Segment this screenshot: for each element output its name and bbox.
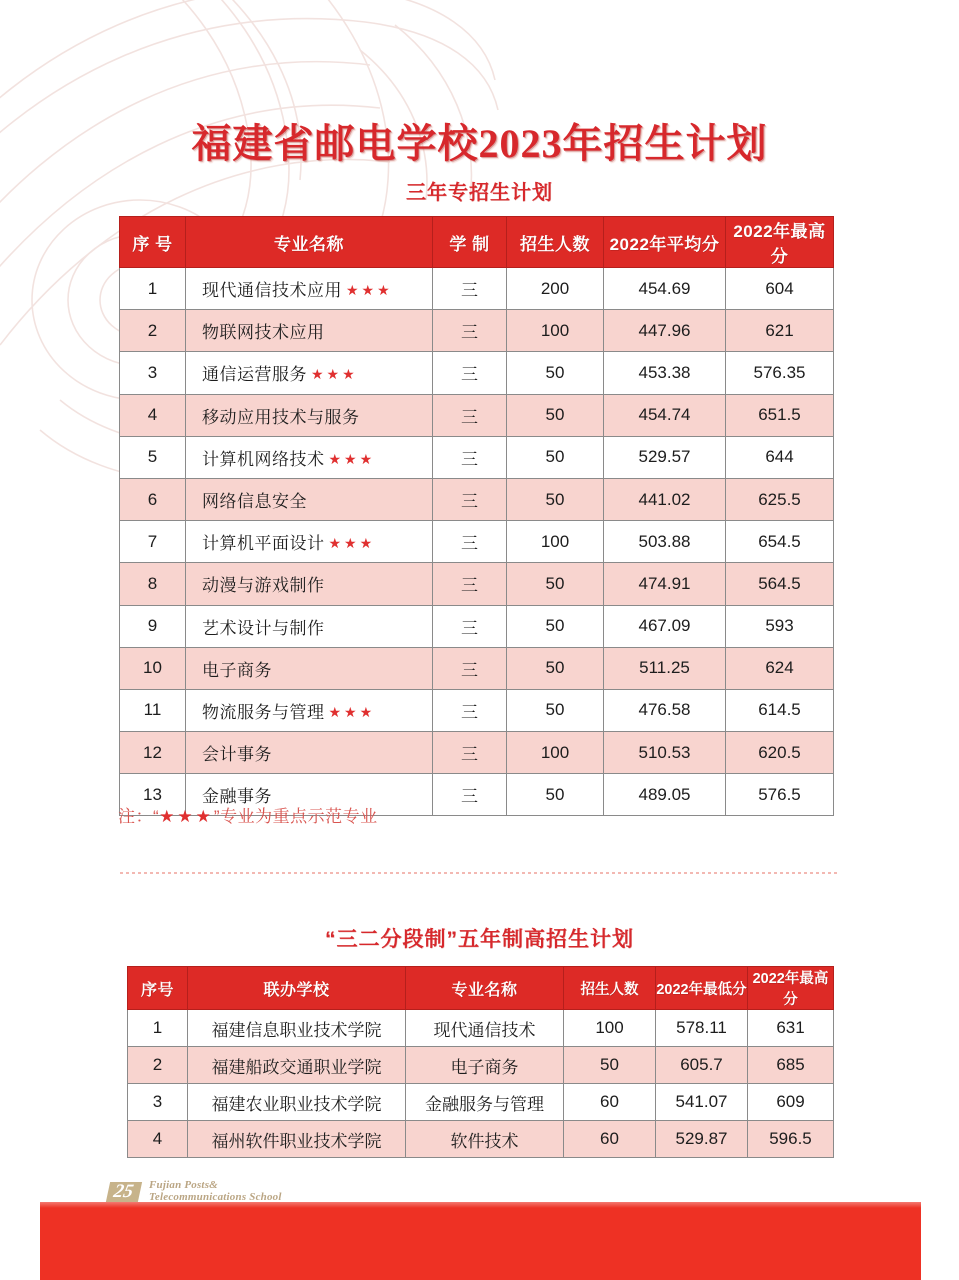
cell-school: 福建船政交通职业学院 xyxy=(188,1047,406,1084)
cell-no: 11 xyxy=(120,689,186,731)
section-divider xyxy=(120,872,838,874)
col-header-major: 专业名称 xyxy=(406,967,564,1010)
col-header-no: 序 号 xyxy=(120,217,186,268)
cell-avg: 510.53 xyxy=(604,732,726,774)
cell-quota: 50 xyxy=(507,352,604,394)
cell-avg: 489.05 xyxy=(604,774,726,816)
col-header-min: 2022年最低分 xyxy=(656,967,748,1010)
cell-major xyxy=(186,352,433,394)
cell-no: 3 xyxy=(128,1084,188,1121)
cell-major xyxy=(186,521,433,563)
table-row xyxy=(120,436,834,478)
cell-avg: 467.09 xyxy=(604,605,726,647)
cell-max: 625.5 xyxy=(726,478,834,520)
cell-max: 596.5 xyxy=(748,1121,834,1158)
bottom-red-bar-highlight xyxy=(40,1202,921,1208)
page-number: 25 xyxy=(106,1182,142,1202)
cell-years: 三 xyxy=(433,605,507,647)
cell-no: 10 xyxy=(120,647,186,689)
cell-major xyxy=(186,436,433,478)
table-row xyxy=(120,394,834,436)
table-row xyxy=(128,1121,834,1158)
cell-years: 三 xyxy=(433,521,507,563)
cell-major xyxy=(186,689,433,731)
table-row xyxy=(120,310,834,352)
table-row xyxy=(120,647,834,689)
star-icon: ★★★ xyxy=(346,282,393,299)
cell-quota: 50 xyxy=(507,605,604,647)
table-row xyxy=(128,1084,834,1121)
cell-max: 621 xyxy=(726,310,834,352)
cell-school: 福建信息职业技术学院 xyxy=(188,1010,406,1047)
cell-min: 578.11 xyxy=(656,1010,748,1047)
cell-avg: 529.57 xyxy=(604,436,726,478)
cell-min: 529.87 xyxy=(656,1121,748,1158)
cell-max: 576.5 xyxy=(726,774,834,816)
table-row xyxy=(120,689,834,731)
cell-school: 福建农业职业技术学院 xyxy=(188,1084,406,1121)
col-header-years: 学 制 xyxy=(433,217,507,268)
table-row xyxy=(120,268,834,310)
major-name: 会计事务 xyxy=(202,745,272,765)
table-row xyxy=(120,521,834,563)
cell-quota: 50 xyxy=(507,478,604,520)
major-name: 网络信息安全 xyxy=(202,492,307,512)
cell-no: 4 xyxy=(120,394,186,436)
col-header-quota: 招生人数 xyxy=(507,217,604,268)
major-name: 通信运营服务 xyxy=(202,365,307,385)
cell-years: 三 xyxy=(433,310,507,352)
note-suffix: ”专业为重点示范专业 xyxy=(213,807,378,826)
cell-no: 3 xyxy=(120,352,186,394)
school-name-logo xyxy=(149,1180,282,1203)
table-header-row xyxy=(120,217,834,268)
cell-years: 三 xyxy=(433,436,507,478)
col-header-max: 2022年最高分 xyxy=(726,217,834,268)
cell-major: 现代通信技术 xyxy=(406,1010,564,1047)
cell-major: 软件技术 xyxy=(406,1121,564,1158)
cell-school: 福州软件职业技术学院 xyxy=(188,1121,406,1158)
cell-major: 金融服务与管理 xyxy=(406,1084,564,1121)
cell-no: 4 xyxy=(128,1121,188,1158)
cell-avg: 503.88 xyxy=(604,521,726,563)
cell-max: 576.35 xyxy=(726,352,834,394)
cell-no: 6 xyxy=(120,478,186,520)
cell-avg: 454.74 xyxy=(604,394,726,436)
cell-avg: 474.91 xyxy=(604,563,726,605)
cell-quota: 60 xyxy=(564,1121,656,1158)
five-year-plan-table xyxy=(127,966,834,1158)
cell-quota: 100 xyxy=(564,1010,656,1047)
page-title: 福建省邮电学校2023年招生计划 xyxy=(191,121,768,166)
cell-no: 12 xyxy=(120,732,186,774)
cell-no: 5 xyxy=(120,436,186,478)
col-header-avg: 2022年平均分 xyxy=(604,217,726,268)
cell-min: 605.7 xyxy=(656,1047,748,1084)
major-name: 物流服务与管理 xyxy=(202,702,325,722)
star-icon: ★★★ xyxy=(328,703,376,720)
cell-years: 三 xyxy=(433,774,507,816)
cell-major xyxy=(186,563,433,605)
footnote-key-majors xyxy=(118,802,378,827)
cell-major xyxy=(186,647,433,689)
cell-major xyxy=(186,732,433,774)
note-prefix: 注：“ xyxy=(118,807,160,826)
cell-years: 三 xyxy=(433,268,507,310)
cell-years: 三 xyxy=(433,478,507,520)
cell-max: 685 xyxy=(748,1047,834,1084)
cell-avg: 441.02 xyxy=(604,478,726,520)
cell-no: 8 xyxy=(120,563,186,605)
cell-no: 2 xyxy=(128,1047,188,1084)
cell-major xyxy=(186,605,433,647)
cell-quota: 100 xyxy=(507,521,604,563)
cell-major xyxy=(186,268,433,310)
cell-quota: 200 xyxy=(507,268,604,310)
cell-quota: 50 xyxy=(507,689,604,731)
col-header-quota: 招生人数 xyxy=(564,967,656,1010)
cell-max: 644 xyxy=(726,436,834,478)
star-icon: ★★★ xyxy=(328,535,376,552)
cell-no: 1 xyxy=(128,1010,188,1047)
page-footer xyxy=(108,1180,282,1203)
cell-years: 三 xyxy=(433,394,507,436)
cell-max: 624 xyxy=(726,647,834,689)
cell-years: 三 xyxy=(433,647,507,689)
cell-major xyxy=(186,478,433,520)
cell-max: 620.5 xyxy=(726,732,834,774)
cell-avg: 453.38 xyxy=(604,352,726,394)
major-name: 艺术设计与制作 xyxy=(202,618,325,638)
cell-max: 564.5 xyxy=(726,563,834,605)
cell-quota: 50 xyxy=(507,774,604,816)
col-header-max: 2022年最高分 xyxy=(748,967,834,1010)
cell-max: 614.5 xyxy=(726,689,834,731)
cell-quota: 100 xyxy=(507,732,604,774)
cell-max: 651.5 xyxy=(726,394,834,436)
table-row xyxy=(120,478,834,520)
school-name-line1: Fujian Posts& xyxy=(149,1179,218,1191)
cell-years: 三 xyxy=(433,732,507,774)
star-icon: ★★★ xyxy=(311,366,358,383)
cell-quota: 60 xyxy=(564,1084,656,1121)
major-name: 物联网技术应用 xyxy=(202,323,325,343)
cell-avg: 447.96 xyxy=(604,310,726,352)
cell-max: 654.5 xyxy=(726,521,834,563)
cell-years: 三 xyxy=(433,563,507,605)
col-header-no: 序号 xyxy=(128,967,188,1010)
cell-no: 7 xyxy=(120,521,186,563)
table-header-row xyxy=(128,967,834,1010)
cell-max: 593 xyxy=(726,605,834,647)
table-row xyxy=(120,563,834,605)
table-row xyxy=(128,1047,834,1084)
cell-quota: 50 xyxy=(507,436,604,478)
cell-no: 9 xyxy=(120,605,186,647)
cell-major xyxy=(186,394,433,436)
cell-min: 541.07 xyxy=(656,1084,748,1121)
cell-major: 电子商务 xyxy=(406,1047,564,1084)
cell-max: 631 xyxy=(748,1010,834,1047)
major-name: 移动应用技术与服务 xyxy=(202,407,360,427)
cell-years: 三 xyxy=(433,689,507,731)
major-name: 计算机平面设计 xyxy=(202,534,325,554)
table-row xyxy=(120,732,834,774)
bottom-red-bar xyxy=(40,1202,921,1280)
cell-avg: 511.25 xyxy=(604,647,726,689)
major-name: 现代通信技术应用 xyxy=(202,281,342,301)
section-title-three-year: 三年专招生计划 xyxy=(406,182,553,204)
three-year-plan-table xyxy=(119,216,834,816)
major-name: 电子商务 xyxy=(202,660,272,680)
cell-avg: 454.69 xyxy=(604,268,726,310)
note-star-icon: ★★★ xyxy=(159,807,214,826)
cell-years: 三 xyxy=(433,352,507,394)
star-icon: ★★★ xyxy=(328,450,376,467)
cell-max: 609 xyxy=(748,1084,834,1121)
school-name-line2: Telecommunications School xyxy=(149,1190,282,1203)
col-header-school: 联办学校 xyxy=(188,967,406,1010)
cell-quota: 50 xyxy=(507,563,604,605)
table-row xyxy=(120,352,834,394)
table-row xyxy=(120,605,834,647)
cell-quota: 50 xyxy=(507,394,604,436)
cell-no: 1 xyxy=(120,268,186,310)
cell-max: 604 xyxy=(726,268,834,310)
cell-quota: 50 xyxy=(564,1047,656,1084)
major-name: 动漫与游戏制作 xyxy=(202,576,325,596)
table-row xyxy=(128,1010,834,1047)
cell-no: 2 xyxy=(120,310,186,352)
cell-avg: 476.58 xyxy=(604,689,726,731)
major-name: 金融事务 xyxy=(202,787,272,807)
cell-no: 13 xyxy=(120,774,186,816)
major-name: 计算机网络技术 xyxy=(202,449,325,469)
col-header-major: 专业名称 xyxy=(186,217,433,268)
cell-quota: 100 xyxy=(507,310,604,352)
section-title-five-year: “三二分段制”五年制高招生计划 xyxy=(325,928,634,951)
cell-quota: 50 xyxy=(507,647,604,689)
cell-major xyxy=(186,310,433,352)
